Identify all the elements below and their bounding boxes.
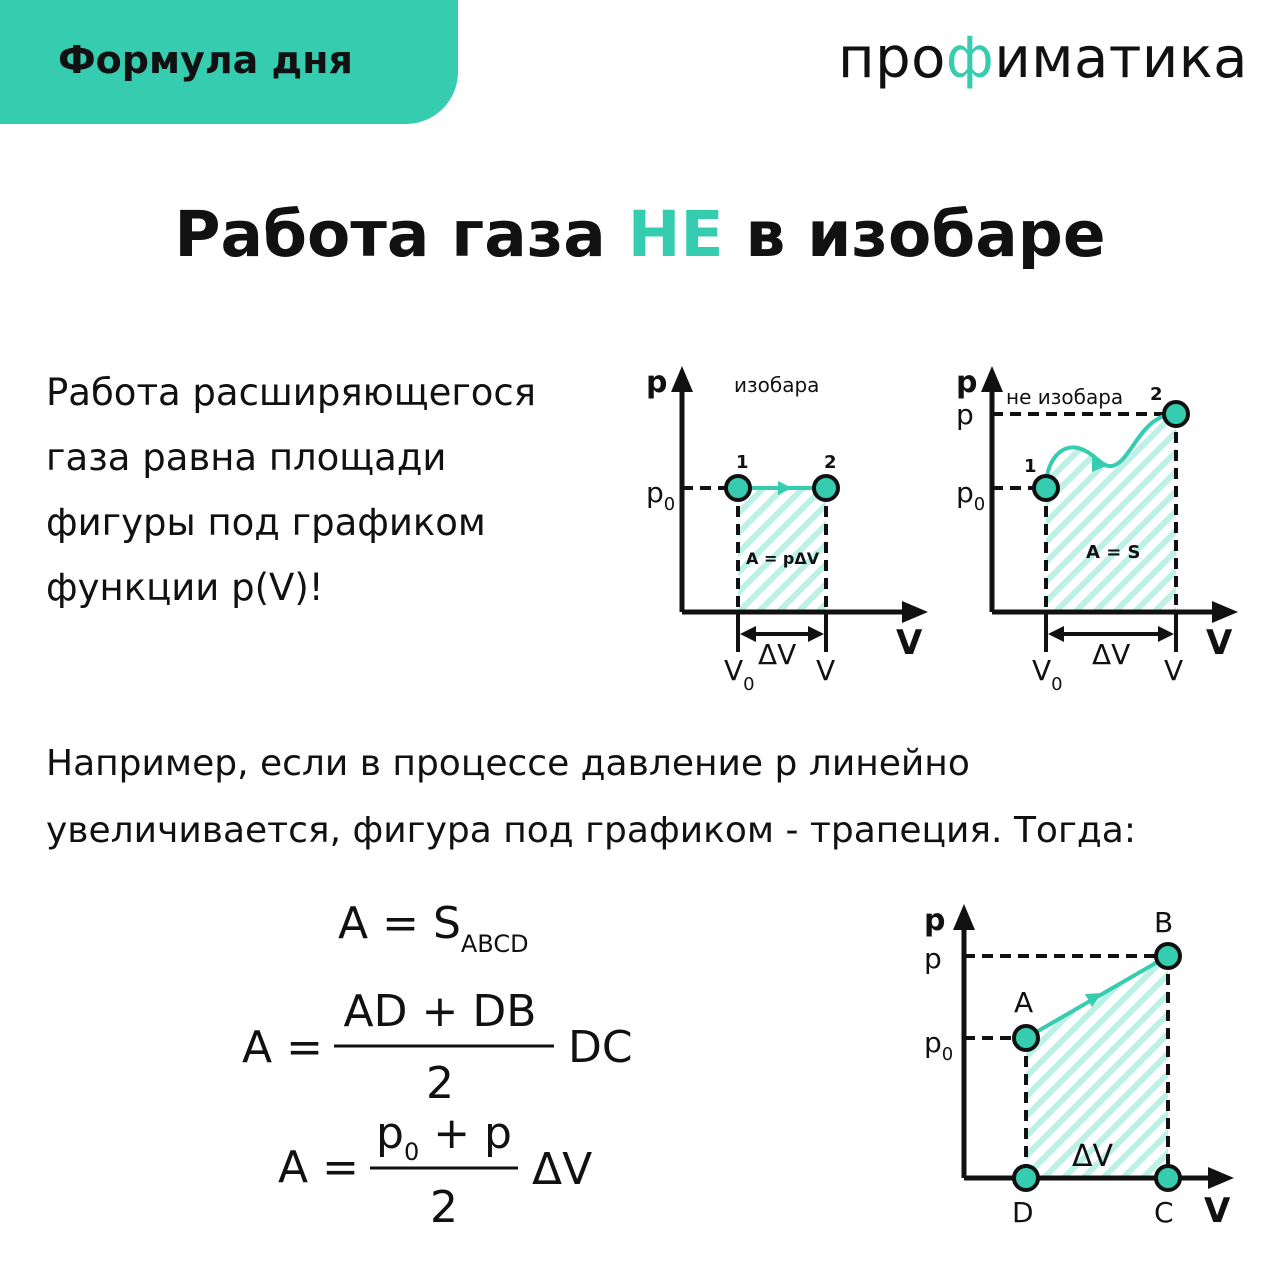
isobar-point-2-label: 2 <box>824 452 837 473</box>
title-part1: Работа газа <box>174 198 628 271</box>
brand-suffix: иматика <box>994 26 1248 91</box>
nonisobar-area-label: A = S <box>1086 542 1141 563</box>
trapezoid-p-arrow-icon <box>953 904 975 930</box>
trapezoid-point-c <box>1156 1166 1180 1190</box>
trapezoid-delta-v-label: ΔV <box>1072 1139 1114 1174</box>
nonisobar-caption: не изобара <box>1006 385 1124 409</box>
trapezoid-v-axis-label: V <box>1204 1191 1231 1231</box>
nonisobar-v-axis-label: V <box>1206 623 1233 663</box>
formula3-numerator: $p_0 + p$ <box>376 1108 512 1166</box>
isobar-v0-label: $V_0$ <box>724 654 755 695</box>
example-line: увеличивается, фигура под графиком - трапеция. Тогда: <box>46 810 1136 851</box>
brand-accent-letter: ф <box>945 26 995 91</box>
formula2-numerator: AD + DB <box>343 986 537 1037</box>
isobar-point-1-label: 1 <box>736 452 749 473</box>
formula3-denominator: 2 <box>430 1182 458 1233</box>
formula2-rhs: DC <box>568 1022 633 1073</box>
intro-line: фигуры под графиком <box>46 501 486 544</box>
intro-line: функции p(V)! <box>46 566 324 609</box>
trapezoid-point-c-label: C <box>1154 1196 1174 1229</box>
trapezoid-point-a-label: A <box>1014 986 1034 1019</box>
trapezoid-p-label: p <box>924 942 942 975</box>
isobar-delta-v-label: ΔV <box>758 638 797 671</box>
example-line: Например, если в процессе давление p линейно <box>46 743 970 784</box>
isobar-p-axis-label: p <box>646 365 668 400</box>
nonisobar-point-2-label: 2 <box>1150 384 1163 405</box>
nonisobar-p-label: p <box>956 398 974 431</box>
intro-line: газа равна площади <box>46 436 447 479</box>
nonisobar-delta-v-label: ΔV <box>1092 638 1131 671</box>
trapezoid-point-d <box>1014 1166 1038 1190</box>
nonisobar-v-label: V <box>1164 654 1184 687</box>
title-part2: в изобаре <box>723 198 1106 271</box>
trapezoid-point-b-label: B <box>1154 906 1174 939</box>
trapezoid-p-axis-label: p <box>924 903 946 938</box>
formula3-lhs: A = <box>278 1142 359 1193</box>
title-highlight: НЕ <box>627 198 724 271</box>
formula2-denominator: 2 <box>426 1058 454 1109</box>
trapezoid-v-arrow-icon <box>1208 1167 1234 1189</box>
formula-area-eq-s: $A = S_{ABCD}$ <box>338 898 529 958</box>
intro-line: Работа расширяющегося <box>46 371 537 414</box>
isobar-v-label: V <box>816 654 836 687</box>
isobar-p0-label: $p_0$ <box>646 476 676 515</box>
isobar-v-axis-label: V <box>896 623 923 663</box>
trapezoid-p0-label: $p_0$ <box>924 1026 954 1065</box>
trapezoid-point-a <box>1014 1026 1038 1050</box>
nonisobar-v0-label: $V_0$ <box>1032 654 1063 695</box>
nonisobar-p-axis-label: p <box>956 365 978 400</box>
nonisobar-p0-label: $p_0$ <box>956 476 986 515</box>
formula3-rhs: ΔV <box>532 1144 593 1195</box>
isobar-area-label: A = pΔV <box>746 549 820 568</box>
header-tag-label: Формула дня <box>58 38 353 82</box>
isobar-caption: изобара <box>734 373 820 397</box>
nonisobar-point-1-label: 1 <box>1024 456 1037 477</box>
trapezoid-point-b <box>1156 944 1180 968</box>
trapezoid-point-d-label: D <box>1012 1196 1034 1229</box>
brand-prefix: про <box>838 26 946 91</box>
formula2-lhs: A = <box>242 1022 323 1073</box>
